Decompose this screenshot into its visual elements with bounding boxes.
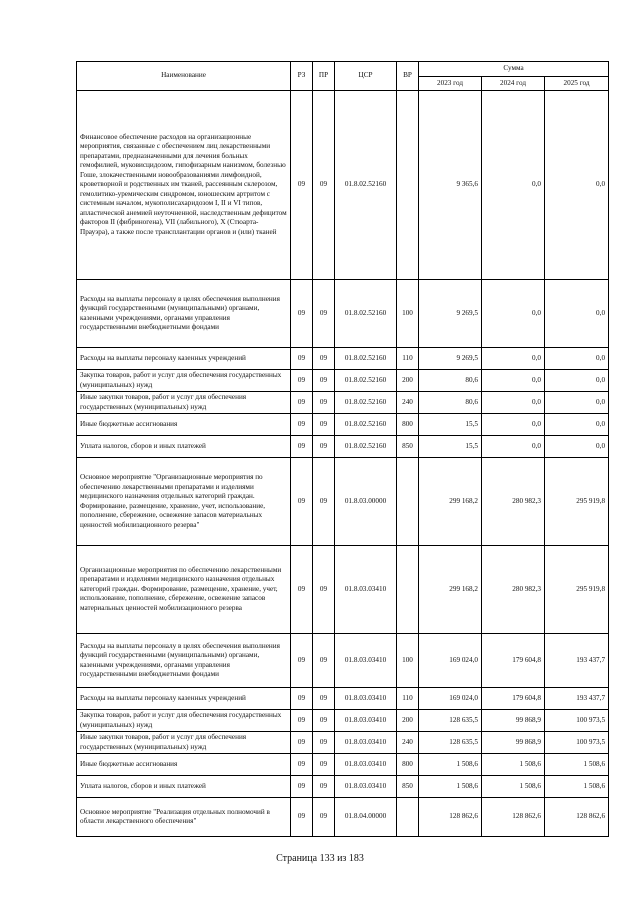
- row-sum-2025: 0,0: [545, 91, 609, 280]
- row-pr: 09: [313, 348, 335, 370]
- header-csr: ЦСР: [335, 62, 397, 91]
- row-sum-2025: 295 919,8: [545, 546, 609, 634]
- row-sum-2025: 0,0: [545, 414, 609, 436]
- row-rz: 09: [291, 392, 313, 414]
- row-sum-2024: 0,0: [482, 414, 545, 436]
- row-rz: 09: [291, 414, 313, 436]
- row-csr: 01.8.02.52160: [335, 280, 397, 348]
- table-row: [77, 414, 609, 436]
- row-sum-2024: 0,0: [482, 392, 545, 414]
- row-sum-2024: 0,0: [482, 436, 545, 458]
- row-csr: 01.8.03.00000: [335, 458, 397, 546]
- row-csr: 01.8.03.03410: [335, 710, 397, 732]
- row-pr: 09: [313, 688, 335, 710]
- row-vr: 240: [397, 732, 419, 754]
- table-row: [77, 776, 609, 798]
- row-rz: 09: [291, 776, 313, 798]
- row-csr: 01.8.03.03410: [335, 754, 397, 776]
- row-vr: 850: [397, 776, 419, 798]
- row-vr: 110: [397, 348, 419, 370]
- row-sum-2025: 1 508,6: [545, 754, 609, 776]
- row-vr: 200: [397, 710, 419, 732]
- row-csr: 01.8.03.03410: [335, 634, 397, 688]
- row-pr: 09: [313, 436, 335, 458]
- row-pr: 09: [313, 798, 335, 837]
- row-name: Уплата налогов, сборов и иных платежей: [77, 776, 291, 798]
- row-sum-2025: 0,0: [545, 370, 609, 392]
- row-pr: 09: [313, 91, 335, 280]
- header-pr: ПР: [313, 62, 335, 91]
- table-row: [77, 370, 609, 392]
- row-pr: 09: [313, 754, 335, 776]
- row-sum-2023: 169 024,0: [419, 688, 482, 710]
- row-sum-2024: 280 982,3: [482, 546, 545, 634]
- row-vr: 850: [397, 436, 419, 458]
- row-vr: 100: [397, 280, 419, 348]
- page-number: Страница 133 из 183: [276, 853, 364, 864]
- row-vr: 800: [397, 754, 419, 776]
- row-pr: 09: [313, 414, 335, 436]
- row-vr: [397, 798, 419, 837]
- row-vr: 100: [397, 634, 419, 688]
- row-rz: 09: [291, 436, 313, 458]
- row-sum-2023: 15,5: [419, 436, 482, 458]
- row-sum-2024: 280 982,3: [482, 458, 545, 546]
- row-sum-2023: 9 269,5: [419, 348, 482, 370]
- row-pr: 09: [313, 392, 335, 414]
- row-pr: 09: [313, 710, 335, 732]
- header-year-2025: 2025 год: [545, 76, 609, 91]
- row-sum-2024: 1 508,6: [482, 754, 545, 776]
- row-name: Организационные мероприятия по обеспечению лекарственными препаратами и изделиями медицинского назначения отдельных категорий граждан. Формирование, размещение, хранение, учет, использование, пополнение, сбережение, освежение запасов материальных ценностей мобилизационного резерва: [77, 546, 291, 634]
- row-sum-2025: 193 437,7: [545, 634, 609, 688]
- table-row: [77, 91, 609, 280]
- row-sum-2023: 80,6: [419, 370, 482, 392]
- row-sum-2023: 9 365,6: [419, 91, 482, 280]
- row-pr: 09: [313, 634, 335, 688]
- row-name: Расходы на выплаты персоналу казенных учреждений: [77, 348, 291, 370]
- row-csr: 01.8.03.03410: [335, 776, 397, 798]
- row-sum-2023: 15,5: [419, 414, 482, 436]
- row-name: Иные закупки товаров, работ и услуг для обеспечения государственных (муниципальных) нужд: [77, 392, 291, 414]
- row-sum-2025: 0,0: [545, 392, 609, 414]
- row-name: Финансовое обеспечение расходов на организационные мероприятия, связанные с обеспечением лиц лекарственными препаратами, предназначенными для лечения больных гемофилией, муковисцидозом, гипофизарным нанизмом, болезнью Гоше, злокачественными новообразованиями лимфоидной, кроветворной и родственных им тканей, рассеянным склерозом, гемолитико-уремическим синдромом, юношеским артритом с системным началом, мукополисахаридозом I, II и VI типов, апластической анемией неуточненной, наследственным дефицитом факторов II (фибриногена), VII (лабильного), X (Стюарта-Прауэра), а также после трансплантации органов и (или) тканей: [77, 91, 291, 280]
- header-name: Наименование: [77, 62, 291, 91]
- row-rz: 09: [291, 458, 313, 546]
- table-row: [77, 546, 609, 634]
- row-rz: 09: [291, 634, 313, 688]
- row-sum-2025: 128 862,6: [545, 798, 609, 837]
- row-rz: 09: [291, 280, 313, 348]
- header-vr: ВР: [397, 62, 419, 91]
- row-sum-2025: 1 508,6: [545, 776, 609, 798]
- row-name: Иные бюджетные ассигнования: [77, 414, 291, 436]
- row-pr: 09: [313, 732, 335, 754]
- row-csr: 01.8.02.52160: [335, 370, 397, 392]
- row-csr: 01.8.03.03410: [335, 732, 397, 754]
- header-year-2024: 2024 год: [482, 76, 545, 91]
- row-sum-2023: 80,6: [419, 392, 482, 414]
- row-sum-2023: 1 508,6: [419, 754, 482, 776]
- table-row: [77, 798, 609, 837]
- row-name: Расходы на выплаты персоналу казенных учреждений: [77, 688, 291, 710]
- row-vr: [397, 458, 419, 546]
- row-sum-2025: 0,0: [545, 280, 609, 348]
- row-sum-2024: 0,0: [482, 348, 545, 370]
- row-csr: 01.8.04.00000: [335, 798, 397, 837]
- row-csr: 01.8.02.52160: [335, 348, 397, 370]
- table-row: [77, 458, 609, 546]
- row-rz: 09: [291, 546, 313, 634]
- row-rz: 09: [291, 732, 313, 754]
- row-sum-2023: 299 168,2: [419, 458, 482, 546]
- row-sum-2024: 0,0: [482, 370, 545, 392]
- row-name: Уплата налогов, сборов и иных платежей: [77, 436, 291, 458]
- row-sum-2024: 0,0: [482, 91, 545, 280]
- row-sum-2025: 100 973,5: [545, 710, 609, 732]
- row-vr: 800: [397, 414, 419, 436]
- row-sum-2025: 0,0: [545, 348, 609, 370]
- table-row: [77, 732, 609, 754]
- row-sum-2024: 128 862,6: [482, 798, 545, 837]
- row-name: Иные закупки товаров, работ и услуг для обеспечения государственных (муниципальных) нужд: [77, 732, 291, 754]
- row-vr: 200: [397, 370, 419, 392]
- row-vr: [397, 91, 419, 280]
- table-row: [77, 634, 609, 688]
- table-row: [77, 710, 609, 732]
- row-sum-2025: 0,0: [545, 436, 609, 458]
- table-row: [77, 688, 609, 710]
- row-rz: 09: [291, 710, 313, 732]
- row-sum-2023: 1 508,6: [419, 776, 482, 798]
- row-sum-2024: 179 604,8: [482, 634, 545, 688]
- table-row: [77, 392, 609, 414]
- row-rz: 09: [291, 91, 313, 280]
- table-row: [77, 280, 609, 348]
- row-csr: 01.8.02.52160: [335, 436, 397, 458]
- row-csr: 01.8.02.52160: [335, 91, 397, 280]
- row-pr: 09: [313, 458, 335, 546]
- header-row-1: [77, 62, 609, 77]
- row-rz: 09: [291, 798, 313, 837]
- row-sum-2023: 128 635,5: [419, 732, 482, 754]
- row-csr: 01.8.03.03410: [335, 546, 397, 634]
- row-csr: 01.8.02.52160: [335, 414, 397, 436]
- row-name: Иные бюджетные ассигнования: [77, 754, 291, 776]
- row-name: Основное мероприятие "Организационные мероприятия по обеспечению лекарственными препаратами и изделиями медицинского назначения отдельных категорий граждан. Формирование, размещение, хранение, учет, использование, пополнение, сбережение, освежение запасов материальных ценностей мобилизационного резерва": [77, 458, 291, 546]
- row-pr: 09: [313, 280, 335, 348]
- table-row: [77, 754, 609, 776]
- row-pr: 09: [313, 546, 335, 634]
- table-row: [77, 348, 609, 370]
- row-name: Закупка товаров, работ и услуг для обеспечения государственных (муниципальных) нужд: [77, 370, 291, 392]
- row-rz: 09: [291, 688, 313, 710]
- row-pr: 09: [313, 370, 335, 392]
- row-sum-2025: 100 973,5: [545, 732, 609, 754]
- row-sum-2024: 1 508,6: [482, 776, 545, 798]
- row-name: Закупка товаров, работ и услуг для обеспечения государственных (муниципальных) нужд: [77, 710, 291, 732]
- row-rz: 09: [291, 754, 313, 776]
- row-sum-2024: 179 604,8: [482, 688, 545, 710]
- row-name: Расходы на выплаты персоналу в целях обеспечения выполнения функций государственными (муниципальными) органами, казенными учреждениями, органами управления государственными внебюджетными фондами: [77, 280, 291, 348]
- row-rz: 09: [291, 348, 313, 370]
- row-vr: 110: [397, 688, 419, 710]
- row-vr: 240: [397, 392, 419, 414]
- header-rz: РЗ: [291, 62, 313, 91]
- row-sum-2023: 128 862,6: [419, 798, 482, 837]
- table-row: [77, 436, 609, 458]
- row-sum-2023: 128 635,5: [419, 710, 482, 732]
- budget-table: [76, 61, 609, 837]
- row-sum-2024: 0,0: [482, 280, 545, 348]
- row-sum-2023: 169 024,0: [419, 634, 482, 688]
- row-sum-2023: 9 269,5: [419, 280, 482, 348]
- row-sum-2024: 99 868,9: [482, 710, 545, 732]
- row-rz: 09: [291, 370, 313, 392]
- row-name: Основное мероприятие "Реализация отдельных полномочий в области лекарственного обеспечения": [77, 798, 291, 837]
- header-year-2023: 2023 год: [419, 76, 482, 91]
- row-sum-2023: 299 168,2: [419, 546, 482, 634]
- header-sums: Сумма: [419, 62, 609, 77]
- row-sum-2025: 193 437,7: [545, 688, 609, 710]
- row-vr: [397, 546, 419, 634]
- row-csr: 01.8.02.52160: [335, 392, 397, 414]
- row-name: Расходы на выплаты персоналу в целях обеспечения выполнения функций государственными (муниципальными) органами, казенными учреждениями, органами управления государственными внебюджетными фондами: [77, 634, 291, 688]
- row-pr: 09: [313, 776, 335, 798]
- row-sum-2024: 99 868,9: [482, 732, 545, 754]
- row-sum-2025: 295 919,8: [545, 458, 609, 546]
- row-csr: 01.8.03.03410: [335, 688, 397, 710]
